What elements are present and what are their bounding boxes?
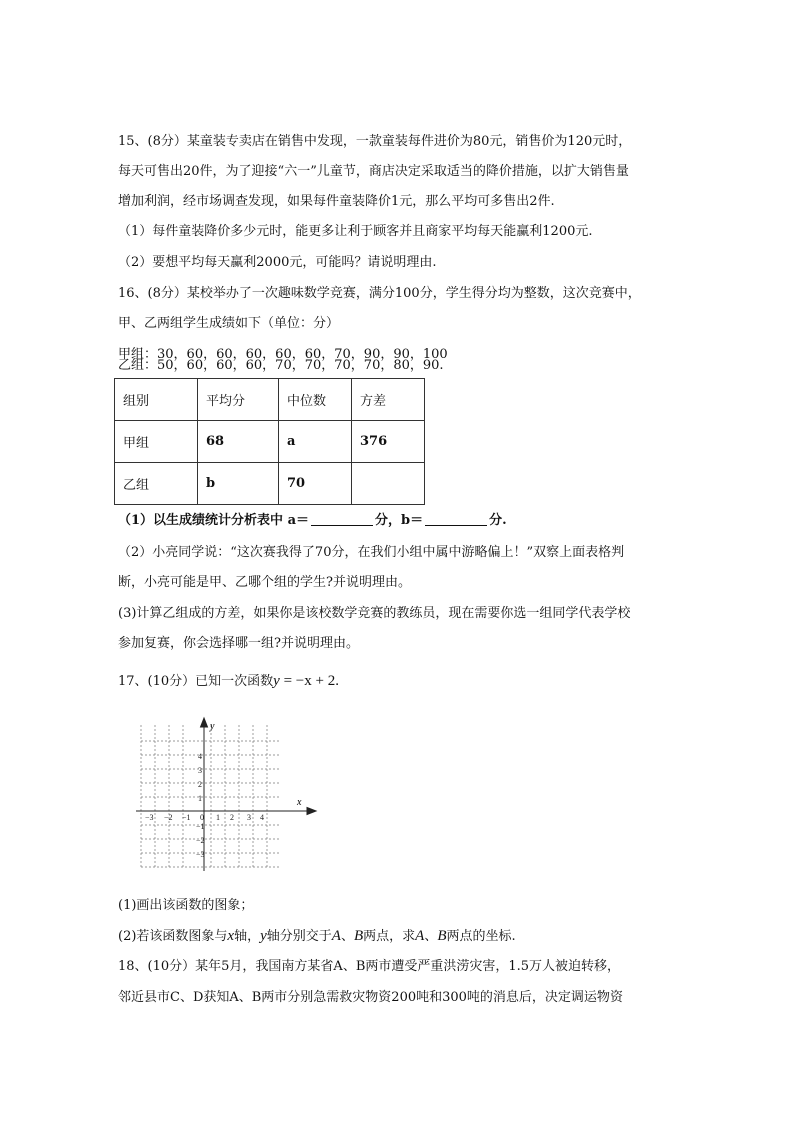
q17-var-y: y [260, 928, 267, 944]
table-cell: 68 [198, 421, 279, 463]
table-header-cell: 平均分 [198, 379, 279, 421]
q17-func-rest: = −x + 2. [279, 673, 339, 689]
q16-sub-2-line-2: 断，小亮可能是甲、乙哪个组的学生?并说明理由。 [118, 575, 411, 590]
y-tick-label: −1 [196, 822, 205, 831]
q15-sub-1: （1）每件童装降价多少元时，能更多让利于顾客并且商家平均每天能赢利1200元. [118, 224, 593, 239]
x-tick-label: −3 [145, 813, 154, 822]
q17-sub-2-text: (2)若该函数图象与 [118, 929, 228, 944]
q16-line-2: 甲、乙两组学生成绩如下（单位：分） [118, 316, 340, 331]
q16-line-1: 16、(8分）某校举办了一次趣味数学竞赛，满分100分，学生得分均为整数，这次竞赛中， [118, 286, 641, 301]
answer-blank-a[interactable] [311, 512, 373, 526]
table-row [115, 463, 425, 505]
x-axis-label: x [297, 797, 302, 808]
q16-sub-3-line-2: 参加复赛，你会选择哪一组?并说明理由。 [118, 636, 359, 651]
x-tick-label: 1 [216, 813, 220, 822]
q17-sub-1: (1)画出该函数的图象； [118, 898, 254, 913]
table-row [115, 421, 425, 463]
table-cell [352, 463, 425, 505]
score-table [114, 378, 425, 505]
table-cell: 376 [352, 421, 425, 463]
q17-sub-2-text: 、 [424, 929, 438, 944]
q17-point-a: A [331, 928, 341, 944]
table-cell: 70 [279, 463, 352, 505]
table-cell: a [279, 421, 352, 463]
q16-sub-1-part-2: 分，b＝ [375, 513, 424, 528]
y-tick-label: −3 [196, 850, 205, 859]
q15-sub-2: （2）要想平均每天赢利2000元，可能吗？请说明理由. [118, 255, 437, 270]
table-cell: 乙组 [115, 463, 198, 505]
q16-sub-1-part-3: 分. [489, 513, 507, 528]
y-tick-labels [196, 752, 205, 859]
q17-point-b: B [353, 928, 364, 944]
table-header-cell: 中位数 [279, 379, 352, 421]
table-cell: 甲组 [115, 421, 198, 463]
y-tick-label: −2 [196, 836, 205, 845]
q17-func-y: y [273, 673, 280, 689]
q15-line-1: 15、(8分）某童装专卖店在销售中发现，一款童装每件进价为80元，销售价为120元时， [118, 134, 632, 149]
table-cell: b [198, 463, 279, 505]
y-tick-label: 4 [198, 752, 202, 761]
q16-sub-1 [118, 512, 507, 530]
y-axis-label: y [210, 721, 215, 732]
q15-line-2: 每天可售出20件，为了迎接“六一”儿童节，商店决定采取适当的降价措施，以扩大销售量 [118, 164, 629, 179]
x-tick-label: −2 [164, 813, 173, 822]
q17-point-b: B [437, 928, 447, 944]
q16-group-a-scores: 甲组：30，60，60，60，60，60，70，90，90，100 [118, 347, 448, 362]
q16-sub-1-part-1: （1）以生成绩统计分析表中 a＝ [118, 513, 309, 528]
q17-sub-2 [118, 927, 516, 946]
y-tick-label: 1 [198, 794, 202, 803]
y-tick-label: 3 [198, 766, 202, 775]
q17-sub-2-text: 两点，求 [363, 929, 416, 944]
q17-point-a: A [415, 928, 425, 944]
x-tick-label: 2 [230, 813, 234, 822]
q18-line-2: 邻近县市C、D获知A、B两市分别急需救灾物资200吨和300吨的消息后，决定调运物资 [118, 990, 623, 1005]
y-tick-label: 2 [198, 780, 202, 789]
q17-stem [118, 672, 339, 691]
table-header-cell: 组别 [115, 379, 198, 421]
q17-stem-text: 17、(10分）已知一次函数 [118, 674, 274, 689]
table-header-cell: 方差 [352, 379, 425, 421]
q17-sub-2-text: 、 [340, 929, 354, 944]
q16-sub-2-line-1: （2）小亮同学说：“这次赛我得了70分，在我们小组中属中游略偏上！”双察上面表格判 [118, 545, 625, 560]
coordinate-grid [130, 715, 330, 875]
x-tick-label: −1 [182, 813, 191, 822]
answer-blank-b[interactable] [425, 512, 487, 526]
table-header-row [115, 379, 425, 421]
q17-sub-2-text: 轴分别交于 [266, 929, 332, 944]
grid-lines [141, 725, 280, 867]
q16-sub-3-line-1: (3)计算乙组成的方差，如果你是该校数学竞赛的教练员，现在需要你选一组同学代表学校 [118, 606, 631, 621]
q16-group-b-scores: 乙组：50，60，60，60，70，70，70，70，80，90. [118, 358, 444, 373]
q17-sub-2-text: 两点的坐标. [446, 929, 516, 944]
q15-line-3: 增加利润，经市场调查发现，如果每件童装降价1元，那么平均可多售出2件. [118, 194, 555, 209]
x-tick-label: 0 [200, 813, 204, 822]
q17-var-x: x [227, 928, 235, 944]
x-tick-label: 3 [247, 813, 251, 822]
q18-line-1: 18、(10分）某年5月，我国南方某省A、B两市遭受严重洪涝灾害，1.5万人被迫转移， [118, 959, 621, 974]
q17-sub-2-text: 轴， [234, 929, 261, 944]
x-tick-label: 4 [260, 813, 264, 822]
